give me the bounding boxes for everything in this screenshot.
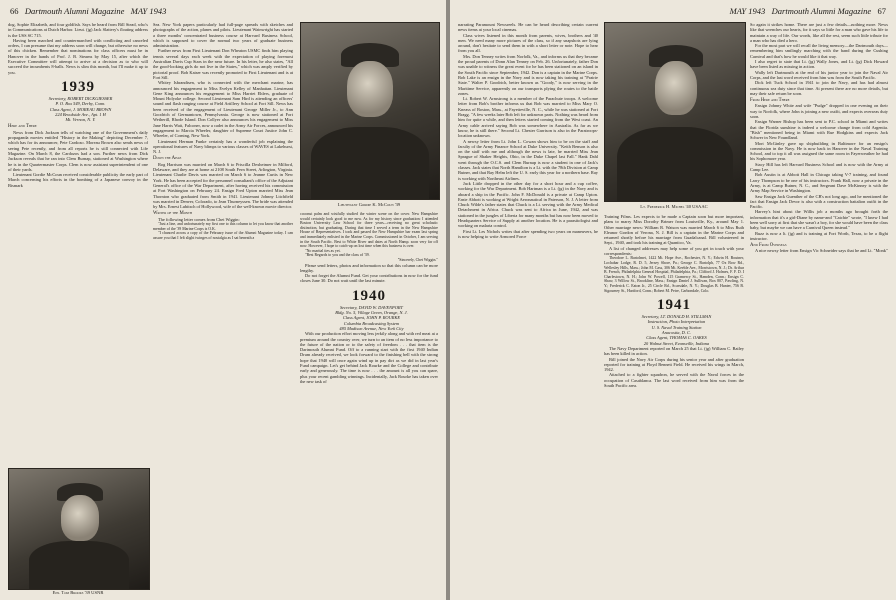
class-year-heading: 1940 — [352, 287, 386, 304]
photo-caption-michel: Lt. Frederick H. Michel '40 USAAC — [640, 204, 708, 209]
right-running-head — [730, 6, 886, 16]
address-list: Theodore L. Bartolmei, 1422 Mt. Hope Ave., Rochester, N. Y.; Edwin H. Boutner, Lochabar Lodge, R. D. 5, Jersey Shore, Pa.; George C. Bartolph, 77 Ox Bow Rd., Wellesley Hills, Mass.; John M. Cass, 306 Mt. Keeble Ave., Morristown, N. J.; Dr. Arthur B. French, Philadelphia General Hospital, Philadelphia, Pa.; Clifford J. Holmes, F. F. D. I Charlestown, N. H.; John W. Powell, 115 Gramercy St., Hamden, Conn.; Ensign C. Shaw, 3 Willow St., Brookline, Mass.; Ensign Daniel J. Sullivan, Box 807, Pawling, N. Y.; Frederick C. Eaton Jr., 25 Circle Rd., Scarsdale, N. Y.; Douglas B. Hunter, 756 B. Sigourney St., Hartford, Conn.; Robert M. Petre, Carbondale, Colo. — [604, 256, 744, 293]
paragraph: Bill joined the Navy Air Corps during his senior year and after graduation reported for training at Floyd Bennett Field. He received his wings in March, 1942. — [604, 356, 744, 373]
secretary-address: Bldg. No. 5, Village Green, Orange, N. J. — [335, 310, 408, 316]
agent-city: Mt. Vernon, N. Y. — [65, 117, 96, 123]
left-column-2 — [153, 22, 293, 594]
section-heading: Down the Aisle — [153, 156, 182, 162]
letter-signature: "Sincerely, Chet Wiggin." — [397, 257, 438, 262]
paragraph: Lt. Robert W. Armstrong is a member of the Parachute troops. A welcome letter from Bob's brother informs us that Bob was married to Miss Mary O. Kneass of Boston, Mass., at Fayetteville, N. C., while he was stationed at Fort Bragg. "A few weeks later Bob left for unknown parts. Nothing was heard from him for quite a while, and then letters started coming from the West coast. An Army cable arrived saying Bob was somewhere in Australia. As far as we know, he is still there." Second Lt. Chester Garrison is also in the Paratroops-location unknown. — [458, 96, 598, 139]
agent-address: 224 Brookside Ave., Apt. 1 H — [55, 111, 106, 117]
paragraph: Wally left Dartmouth at the end of his junior year to join the Naval Air Corps, and the last word received from him was from the South Pacific. — [750, 69, 888, 80]
section-heading: Writer of the Month — [153, 211, 193, 217]
paragraph: Ensign Johnny White and wife "Pudge" dropped in one evening on their way to Norfolk, where John is joining a new outfit, and expects overseas duty soon. — [750, 103, 888, 120]
class-agent: Class Agent, J. MOREAU BROWN — [49, 106, 112, 112]
left-page — [0, 0, 446, 600]
paragraph: The Navy Department reported on March 25 that Lt. (jg) William C. Bailey has been killed in action. — [604, 345, 744, 357]
right-column-2 — [604, 214, 744, 594]
paragraph: Dick left Tuck School in 1941 to join the Navy, and has had almost continuous sea duty since that time. At present there are no more details, but may their safe return be soon. — [750, 80, 888, 96]
paragraph: Saw Ensign Jack Guenther of the CB's not long ago, and he mentioned the fact that Ensign Jack Devor is also with a construction battalion outfit in the Pacific. — [750, 193, 888, 210]
paragraph: Mrs. Don Tenney writes from Norfolk, Va., and informs us that they became the proud parents of Donn Alan Tenney on Feb. 26. Unfortunately, father Don was unable to witness the great event for he has been stationed on an island in the South Pacific since September, 1942. Don is a captain in the Marine Corps. Bob Lake is an ensign in the Navy and is now taking his training at "Prairie State." Walter P. Goodrich, better known as "Goody," is now serving in the Maritime Service, apparently on our transports plying the routes to the battle zones. — [458, 53, 598, 96]
section-heading: And From Overseas — [750, 243, 787, 249]
paragraph: Buzz is now a lt. (jg) and is training at Fort Worth, Texas, to be a flight instructor. — [750, 230, 888, 241]
right-column-1 — [458, 22, 598, 594]
paragraph: dog, Sophie Elizabeth, and four goldfish. Says he heard from Bill Stead, who's in Communications at Dutch Harbor. Lieut. (jg) Jack Slattery's floating address is the USS SC 715. — [8, 22, 148, 38]
paragraph: Mort McGinley gave up shipbuilding in Baltimore for an ensign's commission in the Navy. He is now back in Hanover in the Naval Training School, and to top it all was assigned the same room in Fayerweather he had his Sophomore year. — [750, 140, 888, 162]
paragraph: Lieutenant Gordie McCoun received considerable publicity the early part of March concerning his efforts in the bombing of a Japanese convoy in the Bismark — [8, 172, 148, 188]
class-secretary: Secretary, ROBERT DICKGIESSER — [48, 95, 113, 101]
agent-address: 20 Walnut Street, Evansville, Indiana — [643, 340, 710, 346]
paragraph: News from Dick Jackson tells of watching one of the Government's daily propaganda movies entitled "History in the Making" depicting December 7, which has for its announcer, Pete Cardozo. Moreau Brown also sends news of seeing Pete recently, and from all reports he is still connected with Life Magazine. On March 8, the Cardozos had a son. Further news from Dick Jackson reveals that he ran into Clem Burnap, stationed at Washington where he is in the Quartermaster Corps. Clem is now assistant superintendent of one of their yards. — [8, 129, 148, 172]
secretary-address: Instruction, Photo Interpretation — [647, 319, 706, 325]
paragraph: So again it strikes home. There are just a few details—nothing more. News like that wrenches our hearts, for it says so little for a man who gave his life to maintain a way of life. Our words, like all the rest, seem such little tribute for a man who has died a hero. — [750, 22, 888, 43]
quoted-letter: "No marital ties as yet. — [305, 248, 341, 253]
secretary-city: Anacostia, D. C. — [661, 330, 692, 336]
paragraph: I also regret to state that Lt. (jg) Wally Jones, and Lt. (jg) Dick Howard have been listed as missing in action. — [750, 59, 888, 70]
paragraph: With our production effort moving less jerkily along and with red meat at a premium around the country over, we turn to an item of no less importance to the future of the nation or to the safety of freedom . . . that item is the Dartmouth Alumni Fund. Off to a running start with the first 1940 Indian Drum already received, we look forward to the finishing bell with the strong hope that 1940 will once again wind up in pay dirt as we did in last year's Fund campaign. Let's get behind Jack Rourke and the College and contribute early and generously. The time is now . . . the amount is all you can spare, plus your recent gambling winnings. Incidentally, Jack Rourke has taken over the new task of — [300, 331, 438, 384]
paragraph: Sea. New York papers particularly had full-page spreads with sketches and photographs of the action, planes and pilots. Lieutenant Wainwright has started a three months' concentrated business course at Harvard Business School, which is supposed to cover the normal two years of graduate business administration. — [153, 22, 293, 49]
secretary-address: U. S. Naval Training Station — [651, 324, 702, 330]
right-page-number: 67 — [877, 6, 886, 16]
right-magazine-title: Dartmouth Alumni Magazine — [771, 6, 872, 16]
paragraph: The following letter comes from Chet Wiggin: — [158, 216, 240, 222]
portrait-photo-michel — [604, 22, 746, 202]
paragraph: Do not forget the Alumni Fund. Get your contributions in now for the fund closes June 30. Do not wait until the last minute. — [300, 273, 438, 284]
paragraph: Jack Little dropped in the other day for a short hour and a cup coffee, working for the War Department. Bob Hartman is a Lt. (jg) in the Navy and is aboard a ship in the Pacific. John F. McDonald is a private at Camp Upton. Ernie Abbott is working at Wright Aeronautical in Paterson, N. J. A letter from Chuck Wilde's father states that Chuck is a Lt. serving with the Army Medical Detachment in Africa. Chuck was sent to Africa in June, 1942, and was stationed in the jungles of Liberia for many months but has now been moved to Headquarters Service of Supply at another location. He is a parasitologist and working on malaria control. — [458, 180, 598, 229]
paragraph: Class wives listened in this month from parents, wives, brothers and '40 men. We need many more pictures of the class, so if any snapshots are lying around, don't hesitate to send them in with a short letter or note. Hope to hear from you all. — [458, 32, 598, 54]
paragraph: Harvey's hint about the Willis job a months ago brought forth the information that it's a girl-Diane by name-and "Catchie" wrote, "I knew I had been well sorry at first that she wasn't a boy, for she would have been the class baby, but maybe we can have a Carnival Queen instead." — [750, 209, 888, 231]
paragraph: A newsy letter from Lt. John L. Cowan shows him to be on the staff and faculty of the Army Finance School at Duke University. "Keith Benson is also on the staff with me and although the news is late, he married Miss Jean Sprague of Shaker Heights, Ohio, in the Duke Chapel last Fall." Hank Dahl went through the O.C.S. and Clem Burnap is now a student in one of Jack's classes. Jack states that North Hamilton is a Lt. with the 78th Division at Camp Butner, and that Ray Helm left the U. S. early this year for a northern base. Ray is working with Northeast Airlines. — [458, 138, 598, 181]
agent-address: Columbia Broadcasting System — [343, 320, 400, 326]
left-magazine-title: Dartmouth Alumni Magazine — [24, 6, 125, 16]
class-agent: Class Agent, THOMAS C. OAKES — [646, 335, 707, 341]
left-column-3 — [300, 212, 438, 594]
paragraph: A nice newsy letter from Ensign Vic Schneider says that he and Lt. "Monk" — [755, 248, 888, 254]
portrait-photo-mccoun — [300, 22, 440, 200]
class-secretary: Secretary, DAVID W. DAVENPORT — [339, 304, 403, 310]
quoted-letter: coconut palm and wistfully studied the winter scene on the cover. New Hampshire would certainly look good to me now. As for my history since graduation: I attended Boston University Law School for three years—receiving no great scholastic distinction, but graduating. During that time I served a term in the New Hampshire House of Representatives. I took and passed the New Hampshire bar exam last spring and immediately enlisted in the Marine Corps. Commissioned in October, I am serving in the South Pacific. Best to White River and dates at North Hamp. soon very far off now. However, I hope to catch-up on lost time when this business is over. — [300, 212, 438, 249]
paragraph: First Lt. Les Nichols writes that after spending two years on maneuvers, he is now helping to write Armored Force — [458, 228, 598, 239]
quoted-letter: "Just a line, and unfortunately my first one to this column to let you know that another member of the '39 Marine Corps is O.K. — [153, 221, 293, 231]
paragraph: Stacy Hill has left Harvard Business School and is now with the Army at Camp Lee. — [750, 161, 888, 173]
section-heading: Here and There — [8, 124, 37, 130]
right-issue-date: MAY 1943 — [729, 6, 766, 16]
class-year-heading: 1941 — [657, 297, 691, 314]
class-year-heading: 1939 — [61, 78, 95, 95]
quoted-letter: "Best Regards to you and the class of '39. — [305, 253, 370, 258]
paragraph: Lieutenant Herman Funke certainly has a wonderful job explaining the operational features of Navy blimps to various classes of WAVES at Lakehurst, N. J. — [153, 138, 293, 155]
photo-caption-mccoun: Lieutenant Gordie K. McCoun '39 — [337, 202, 401, 207]
left-running-head — [10, 6, 166, 16]
paragraph: For the most part we will recall the living memory—the Dartmouth days—remembering him smilingly marching with the band during the Cushing Carnival and that's how he would like it that way. — [750, 43, 888, 59]
left-issue-date: MAY 1943 — [130, 6, 167, 16]
left-column-1 — [8, 22, 148, 508]
secretary-address: P. O. Box 549, Derby, Conn. — [55, 101, 106, 107]
section-heading: From Here and There — [750, 98, 790, 104]
paragraph: Ensign Warner Bishop has been sent to P.C. school in Miami and writes that the Florida sunshine is indeed a welcome change from cold Argentia. "Bish" mentioned being in Miami with Rue Hodgkins and expects Jack Schwer in New Foundland. — [750, 119, 888, 141]
paragraph: Having been marched and countermarched with conflicting and canceled orders, I can presume that my address soon will change, but otherwise no news of this chicken. Remember that nominations for class officers must be in Hanover in the hands of Prof. J. B. Stearns by May 15, after which the Executive Committee will attempt to arrive at a decision as to who will succeed the incumbents 8-balls. News is slim this month, but I'll make it up to you. — [8, 37, 148, 75]
paragraph: Further news from First Lieutenant Don Wheaton USMC finds him playing tennis several days each week with the expectation of playing foremost Australian Davis Cup Stars in the near future. In his letter, he also states, "All the good-looking girls do not live in the States," which was amply verified by pictorial proof. Bob Kaiser was recently promoted to First Lieutenant and is at Fort Sill. — [153, 48, 293, 80]
paragraph: narrating Paramount Newsreels. He can be heard describing certain current news items at your local cinemas. — [458, 22, 598, 33]
paragraph: Attached to a fighter squadron, he served with the Naval forces in the occupation of Casablanca. The last word received from him was from the South Pacific area. — [604, 372, 744, 388]
right-column-3 — [750, 22, 888, 594]
class-agent: Class Agent, JOHN P. ROURKE — [342, 315, 401, 321]
left-page-number: 66 — [10, 6, 19, 16]
paragraph: Training Films. Les expects to be made a Captain soon but more important, plans to marry Miss Dorothy Brimer from Louisville, Ky., around May 1. Other marriage news: William R. Watson was married March 6 to Miss Ruth Eleanor Gordon of Verona, N. J. Bill is a captain in the Marine Corps and returned shortly before his marriage from Guadalcanal. Bill volunteered in Sept., 1940, and took his training at Quantico, Va. — [604, 214, 744, 246]
right-page — [450, 0, 896, 600]
portrait-photo-brooks — [8, 468, 150, 590]
quoted-letter: "I chanced across a copy of the February issue of the Alumni Magazine today. I can assure you that I felt slight twinges of nostalgia as I sat beneath a — [153, 231, 293, 240]
paragraph: A list of changed addresses may help some of you get in touch with your correspondents: — [604, 245, 744, 257]
class-secretary: Secretary, LT. DONALD H. STILLMAN — [641, 314, 712, 320]
paragraph: Please send letters, photos and information so that this column can be more lengthy. — [300, 262, 438, 273]
paragraph: Bob Austin is at Abbott Hall in Chicago taking V-7 training, and found Larry Thompson to be one of his instructors. Frank Hall, now a private in the Army, is at Camp Butner, N. C., and Sergeant Dave McKinney is with the Army Map Service in Washington. — [750, 172, 888, 194]
photo-caption-brooks: Ens. Tom Brooks '39 USNR — [52, 590, 104, 595]
paragraph: Whitey Isbrandtsen, who is connected with the merchant marine, has announced his engagement to Miss Evelyn Kelley of Manhattan. Lieutenant Gene King announces his engagement to Miss Harriet Ehlers, graduate of Mount Holyoke college. Second Lieutenant Sam Hird is attending an officers' sound and flash ranging course at Field Artillery School at Fort Sill. News has been received of the engagement of Lieutenant George Miller Jr., to Ann Goodrich of Germantown, Pennsylvania. George is now stationed at Fort Wetherill, Rhode Island. Don Collyer also announces his engagement to Miss Jane Harris Wait, Falconer, now a cadet in the Army Air Forces, announced his engagement to Marcia Wheeler, daughter of Supreme Court Justice John C. Wheeler, of Corning, New York. — [153, 80, 293, 139]
agent-city: 485 Madison Avenue, New York City — [339, 325, 404, 331]
paragraph: Rog Harrison was married on March 6 to Priscilla Dexheimer in Milford, Delaware, and they are at home at 2108 South Fern Street, Arlington, Virginia. Lieutenant Charlie Davis was married on March 6 to Jeanne Curtis in New York. He has been accepted for the personnel consultant's office of the Adjutant General's office of the War Department, after having received his commission at Fort Washington on February 24. Ensign Fred Upton married Miss Jean Thornton who graduated from Smith in 1941. Lieutenant Johnny Litchfield was married in Denver, Colorado, to Jean Thurneyssen. The bride was attended by Mrs. Ernest Lubitsch of Hollywood, wife of the well-known movie director. — [153, 161, 293, 210]
